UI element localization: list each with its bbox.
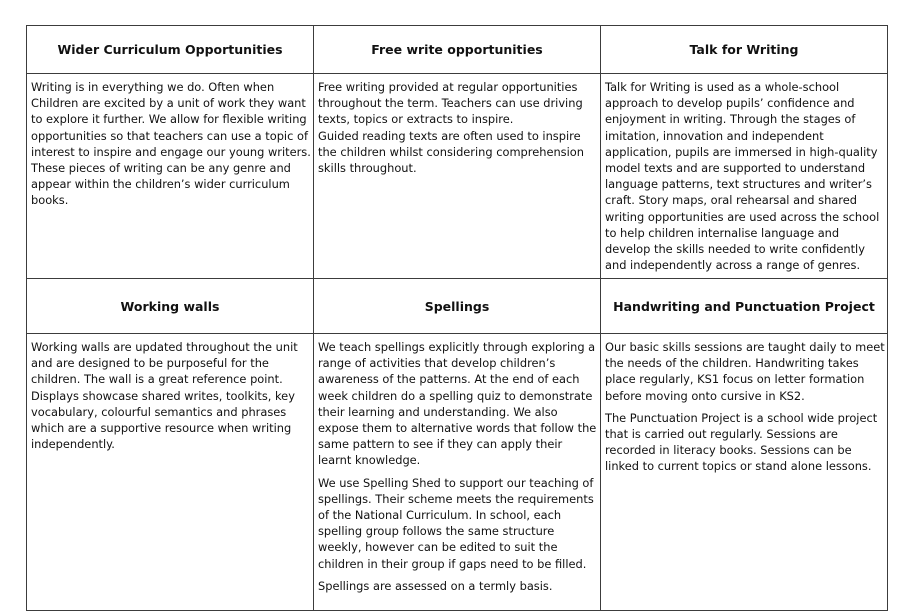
handwriting-punctuation-cell	[601, 334, 888, 611]
wider-curriculum-text: Writing is in everything we do. Often when Children are excited by a unit of work they want to explore it further. We allow for flexible writing opportunities so that teachers can use a topic of interest to inspire and engage our young writers. These pieces of writing can be any genre and appear within the children’s wider curriculum books.	[31, 80, 311, 208]
talk-for-writing-text: Talk for Writing is used as a whole-school approach to develop pupils’ confidence and enjoyment in writing. Through the stages of imitation, innovation and independent application, pupils are immersed in high-quality model texts and are supported to understand language patterns, text structures and writer’s craft. Story maps, oral rehearsal and shared writing opportunities are used across the school to help children internalise language and develop the skills needed to write confidently and independently across a range of genres.	[605, 80, 880, 273]
spellings-cell	[314, 334, 601, 611]
header-row-2	[27, 279, 888, 334]
talk-for-writing-cell	[601, 74, 888, 279]
free-write-heading: Free write opportunities	[314, 26, 601, 74]
content-row-2	[27, 334, 888, 611]
wider-curriculum-cell	[27, 74, 314, 279]
talk-for-writing-heading: Talk for Writing	[601, 26, 888, 74]
spellings-text-3: Spellings are assessed on a termly basis.	[318, 578, 553, 593]
curriculum-table	[26, 25, 888, 611]
spellings-heading: Spellings	[314, 279, 601, 334]
spellings-text-1: We teach spellings explicitly through exploring a range of activities that develop children’s awareness of the patterns. At the end of each week children do a spelling quiz to demonstrate their learning and understanding. We also expose them to alternative words that follow the same pattern to see if they can apply their learnt knowledge.	[318, 340, 597, 468]
handwriting-text: Our basic skills sessions are taught daily to meet the needs of the children. Handwriting takes place regularly, KS1 focus on letter formation before moving onto cursive in KS2.	[605, 340, 885, 403]
wider-curriculum-heading: Wider Curriculum Opportunities	[27, 26, 314, 74]
content-row-1	[27, 74, 888, 279]
free-write-text-1: Free writing provided at regular opportunities throughout the term. Teachers can use driving texts, topics or extracts to inspire.	[318, 80, 583, 127]
working-walls-text: Working walls are updated throughout the unit and are designed to be purposeful for the children. The wall is a great reference point. Displays showcase shared writes, toolkits, key vocabulary, colourful semantics and phrases which are a supportive resource when writing independently.	[31, 340, 298, 452]
spellings-text-2: We use Spelling Shed to support our teaching of spellings. Their scheme meets the requirements of the National Curriculum. In school, each spelling group follows the same structure weekly, however can be edited to suit the children in their group if gaps need to be filled.	[318, 475, 594, 571]
free-write-cell	[314, 74, 601, 279]
handwriting-punctuation-heading: Handwriting and Punctuation Project	[601, 279, 888, 334]
punctuation-project-text: The Punctuation Project is a school wide project that is carried out regularly. Sessions are recorded in literacy books. Sessions can be linked to current topics or stand alone lessons.	[605, 410, 878, 474]
free-write-text-2: Guided reading texts are often used to inspire the children whilst considering comprehension skills throughout.	[318, 128, 584, 176]
working-walls-cell	[27, 334, 314, 611]
header-row-1	[27, 26, 888, 74]
working-walls-heading: Working walls	[27, 279, 314, 334]
